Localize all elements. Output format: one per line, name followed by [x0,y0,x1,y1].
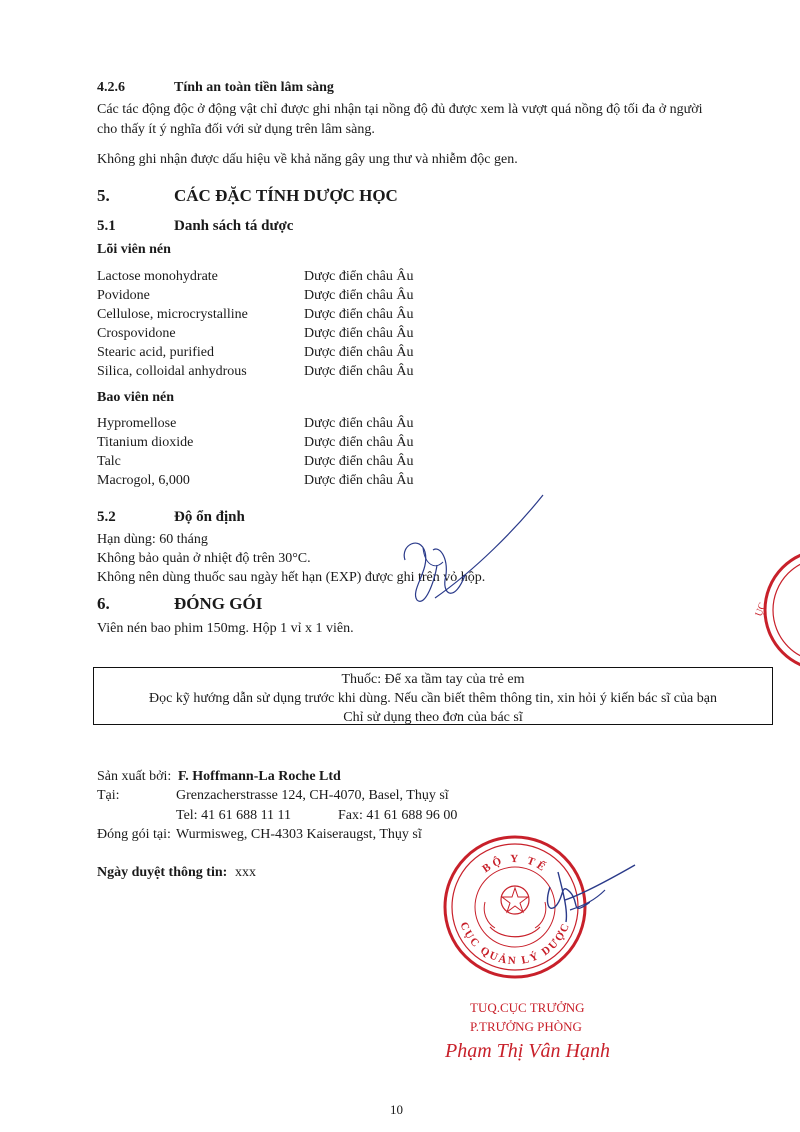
excipient-name: Hypromellose [97,416,177,431]
packaging-site-label: Đóng gói tại: [97,827,171,842]
excipient-name: Stearic acid, purified [97,345,215,360]
list-item [0,471,800,490]
expiry-line: Không nên dùng thuốc sau ngày hết hạn (EXP) được ghi trên vỏ hộp. [97,570,486,585]
stamp-bottom-text: CỤC QUẢN LÝ DƯỢC [457,920,573,968]
excipient-name: Cellulose, microcrystalline [97,307,248,322]
pharmacopoeia: Dược điển châu Âu [304,435,414,450]
section-number-5: 5. [97,186,110,205]
subheading-tablet-core: Lõi viên nén [97,242,171,257]
packaging-line: Viên nén bao phim 150mg. Hộp 1 vỉ x 1 viên. [97,621,354,636]
pharmacopoeia: Dược điển châu Âu [304,345,414,360]
pharmacopoeia: Dược điển châu Âu [304,473,414,488]
manufacturer-fax: Fax: 41 61 688 96 00 [338,808,458,823]
list-item [0,286,800,305]
manufacturer-label: Sản xuất bởi: [97,769,172,784]
section-number-5-1: 5.1 [97,218,116,234]
approval-date-value: xxx [235,865,256,880]
warning-line: Chỉ sử dụng theo đơn của bác sĩ [343,710,523,725]
manufacturer-address: Grenzacherstrasse 124, CH-4070, Basel, Thụy sĩ [176,788,449,803]
list-item [0,362,800,381]
excipient-name: Silica, colloidal anhydrous [97,364,247,379]
signature-stroke [560,860,640,920]
warning-line: Thuốc: Để xa tầm tay của trẻ em [341,672,525,687]
list-item [0,267,800,286]
list-item [0,305,800,324]
approval-date-label: Ngày duyệt thông tin: [97,865,228,880]
list-item [0,343,800,362]
list-item [0,414,800,433]
pharmacopoeia: Dược điển châu Âu [304,288,414,303]
address-label: Tại: [97,788,120,803]
pharmacopoeia: Dược điển châu Âu [304,326,414,341]
svg-text:ỤC: ỤC [753,601,769,619]
svg-text:BỘ Y TẾ [480,853,550,875]
pharmacopoeia: Dược điển châu Âu [304,269,414,284]
section-title-stability: Độ ổn định [174,509,245,525]
list-item [0,324,800,343]
signatory-title-1: TUQ.CỤC TRƯỞNG [470,1000,585,1015]
handwritten-initials [395,490,555,615]
pharmacopoeia: Dược điển châu Âu [304,364,414,379]
page-number: 10 [390,1102,403,1117]
warning-box [93,667,773,725]
svg-text:CỤC QUẢN LÝ DƯỢC [457,920,572,967]
signatory-name: Phạm Thị Vân Hạnh [445,1040,610,1062]
section-title-pharmaceutical-particulars: CÁC ĐẶC TÍNH DƯỢC HỌC [174,186,398,205]
list-item [0,452,800,471]
partial-stamp [735,545,800,675]
excipient-name: Lactose monohydrate [97,269,218,284]
excipient-name: Talc [97,454,121,469]
excipient-name: Titanium dioxide [97,435,194,450]
storage-line: Không bảo quản ở nhiệt độ trên 30°C. [97,551,311,566]
section-title-excipients: Danh sách tá dược [174,218,294,234]
packaging-site-address: Wurmisweg, CH-4303 Kaiseraugst, Thụy sĩ [176,827,422,842]
shelf-life-line: Hạn dùng: 60 tháng [97,532,208,547]
signatory-title-2: P.TRƯỞNG PHÒNG [470,1019,582,1034]
manufacturer-name: F. Hoffmann-La Roche Ltd [178,769,341,784]
excipient-name: Macrogol, 6,000 [97,473,190,488]
pharmacopoeia: Dược điển châu Âu [304,416,414,431]
section-number-5-2: 5.2 [97,509,116,525]
section-number-6: 6. [97,594,110,613]
paragraph-line: cho thấy ít ý nghĩa đối với sử dụng trên lâm sàng. [97,122,375,137]
paragraph-line: Các tác động độc ở động vật chỉ được ghi nhận tại nồng độ đủ được xem là vượt quá nồng độ tối đa ở người [97,102,703,117]
paragraph: Không ghi nhận được dấu hiệu về khả năng gây ung thư và nhiễm độc gen. [97,152,518,167]
pharmacopoeia: Dược điển châu Âu [304,307,414,322]
manufacturer-tel: Tel: 41 61 688 11 11 [176,808,292,823]
subheading-tablet-coating: Bao viên nén [97,390,175,405]
warning-line: Đọc kỹ hướng dẫn sử dụng trước khi dùng. Nếu cần biết thêm thông tin, xin hỏi ý kiến bác sĩ của bạn [149,691,717,706]
list-item [0,433,800,452]
excipient-name: Povidone [97,288,150,303]
stamp-top-text: BỘ Y TẾ [480,852,550,876]
pharmacopoeia: Dược điển châu Âu [304,454,414,469]
excipient-name: Crospovidone [97,326,176,341]
section-title-preclinical-safety: Tính an toàn tiền lâm sàng [174,80,334,95]
section-number-4-2-6: 4.2.6 [97,80,125,95]
section-title-packaging: ĐÓNG GÓI [174,594,263,613]
